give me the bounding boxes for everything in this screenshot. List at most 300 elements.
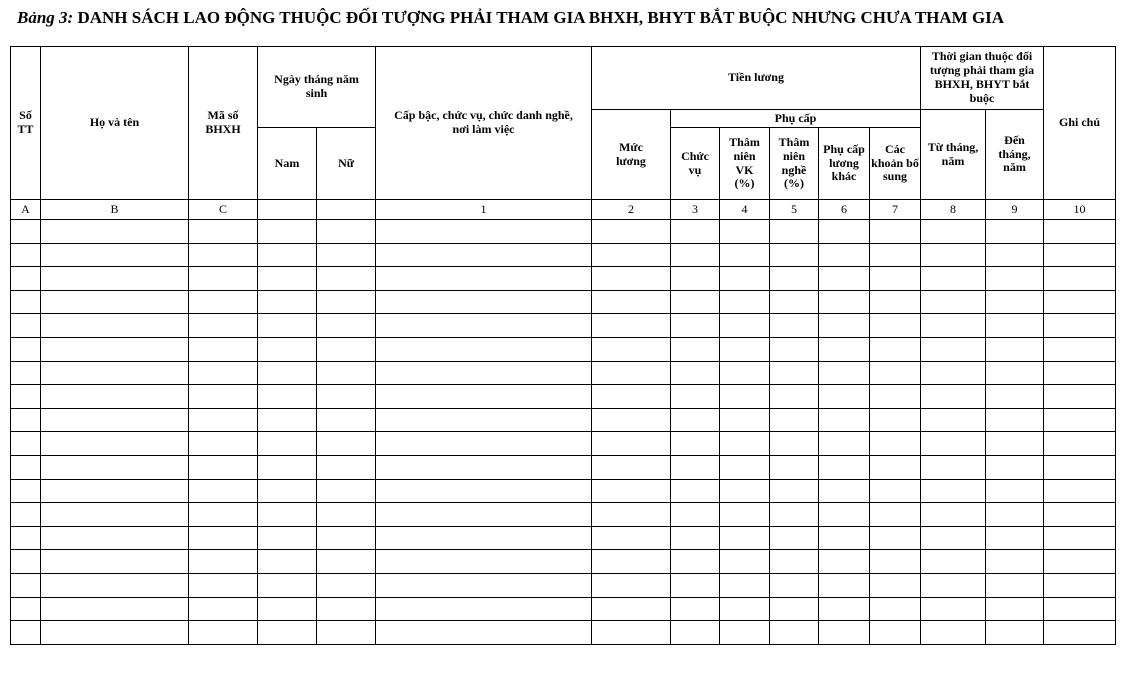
table-cell[interactable] xyxy=(770,526,819,550)
table-cell[interactable] xyxy=(1044,314,1116,338)
table-cell[interactable] xyxy=(770,455,819,479)
table-cell[interactable] xyxy=(770,220,819,244)
header-cac-khoan: Các khoản bổ sung xyxy=(870,128,921,200)
header-so-tt: Số TT xyxy=(11,47,41,200)
table-cell[interactable] xyxy=(41,385,189,409)
table-cell[interactable] xyxy=(317,243,376,267)
table-cell[interactable] xyxy=(189,267,258,291)
header-ma-so-bhxh: Mã số BHXH xyxy=(189,47,258,200)
table-cell[interactable] xyxy=(376,220,592,244)
table-cell[interactable] xyxy=(189,526,258,550)
table-cell[interactable] xyxy=(41,526,189,550)
table-cell[interactable] xyxy=(986,385,1044,409)
table-cell[interactable] xyxy=(41,503,189,527)
table-cell[interactable] xyxy=(376,314,592,338)
table-cell[interactable] xyxy=(11,526,41,550)
table-cell[interactable] xyxy=(870,361,921,385)
table-cell[interactable] xyxy=(870,432,921,456)
table-cell[interactable] xyxy=(317,597,376,621)
table-cell[interactable] xyxy=(921,290,986,314)
table-cell[interactable] xyxy=(819,621,870,645)
table-cell[interactable] xyxy=(986,621,1044,645)
table-cell[interactable] xyxy=(720,290,770,314)
table-cell[interactable] xyxy=(819,432,870,456)
table-cell[interactable] xyxy=(671,432,720,456)
table-cell[interactable] xyxy=(1044,290,1116,314)
table-cell[interactable] xyxy=(870,479,921,503)
table-cell[interactable] xyxy=(986,479,1044,503)
table-cell[interactable] xyxy=(986,526,1044,550)
table-cell[interactable] xyxy=(189,220,258,244)
table-cell[interactable] xyxy=(819,550,870,574)
table-cell[interactable] xyxy=(258,526,317,550)
table-cell[interactable] xyxy=(1044,385,1116,409)
table-cell[interactable] xyxy=(986,243,1044,267)
table-cell[interactable] xyxy=(671,573,720,597)
table-cell[interactable] xyxy=(1044,220,1116,244)
table-cell[interactable] xyxy=(671,526,720,550)
table-cell[interactable] xyxy=(986,503,1044,527)
table-cell[interactable] xyxy=(189,408,258,432)
table-cell[interactable] xyxy=(189,243,258,267)
table-cell[interactable] xyxy=(592,408,671,432)
table-cell[interactable] xyxy=(870,455,921,479)
labor-list-table xyxy=(10,46,1116,645)
table-cell[interactable] xyxy=(258,337,317,361)
table-cell[interactable] xyxy=(819,337,870,361)
table-cell[interactable] xyxy=(770,267,819,291)
table-cell[interactable] xyxy=(376,385,592,409)
table-cell[interactable] xyxy=(11,621,41,645)
table-cell[interactable] xyxy=(376,361,592,385)
table-cell[interactable] xyxy=(870,526,921,550)
table-cell[interactable] xyxy=(671,337,720,361)
index-cell: 8 xyxy=(921,200,986,220)
table-cell[interactable] xyxy=(720,455,770,479)
table-cell[interactable] xyxy=(1044,432,1116,456)
table-cell[interactable] xyxy=(770,597,819,621)
table-cell[interactable] xyxy=(258,479,317,503)
table-cell[interactable] xyxy=(258,550,317,574)
table-cell[interactable] xyxy=(1044,479,1116,503)
table-cell[interactable] xyxy=(592,290,671,314)
table-cell[interactable] xyxy=(11,408,41,432)
table-cell[interactable] xyxy=(921,597,986,621)
table-cell[interactable] xyxy=(819,597,870,621)
table-cell[interactable] xyxy=(317,455,376,479)
table-cell[interactable] xyxy=(41,455,189,479)
table-cell[interactable] xyxy=(258,432,317,456)
index-cell xyxy=(317,200,376,220)
table-cell[interactable] xyxy=(770,361,819,385)
table-cell[interactable] xyxy=(986,550,1044,574)
table-cell[interactable] xyxy=(189,455,258,479)
table-cell[interactable] xyxy=(1044,361,1116,385)
table-cell[interactable] xyxy=(921,361,986,385)
table-cell[interactable] xyxy=(770,479,819,503)
table-cell[interactable] xyxy=(770,337,819,361)
table-row xyxy=(11,550,1116,574)
table-cell[interactable] xyxy=(11,290,41,314)
table-cell[interactable] xyxy=(671,455,720,479)
table-cell[interactable] xyxy=(720,385,770,409)
table-cell[interactable] xyxy=(376,243,592,267)
table-cell[interactable] xyxy=(41,290,189,314)
table-cell[interactable] xyxy=(376,455,592,479)
table-cell[interactable] xyxy=(1044,455,1116,479)
table-row xyxy=(11,220,1116,244)
table-cell[interactable] xyxy=(986,290,1044,314)
table-cell[interactable] xyxy=(592,314,671,338)
table-cell[interactable] xyxy=(671,597,720,621)
table-cell[interactable] xyxy=(11,455,41,479)
table-cell[interactable] xyxy=(376,621,592,645)
table-cell[interactable] xyxy=(592,243,671,267)
table-cell[interactable] xyxy=(870,267,921,291)
table-cell[interactable] xyxy=(671,290,720,314)
index-cell xyxy=(258,200,317,220)
table-cell[interactable] xyxy=(870,408,921,432)
header-nam: Nam xyxy=(258,128,317,200)
header-phu-cap-khac: Phụ cấp lương khác xyxy=(819,128,870,200)
table-cell[interactable] xyxy=(41,573,189,597)
header-tien-luong: Tiền lương xyxy=(592,47,921,110)
table-cell[interactable] xyxy=(921,243,986,267)
table-cell[interactable] xyxy=(921,314,986,338)
table-cell[interactable] xyxy=(189,597,258,621)
table-cell[interactable] xyxy=(720,243,770,267)
table-cell[interactable] xyxy=(317,290,376,314)
table-cell[interactable] xyxy=(819,385,870,409)
table-cell[interactable] xyxy=(819,503,870,527)
table-cell[interactable] xyxy=(720,314,770,338)
table-cell[interactable] xyxy=(592,573,671,597)
table-cell[interactable] xyxy=(11,267,41,291)
table-cell[interactable] xyxy=(11,573,41,597)
index-cell: C xyxy=(189,200,258,220)
table-cell[interactable] xyxy=(870,314,921,338)
index-cell: 1 xyxy=(376,200,592,220)
table-cell[interactable] xyxy=(11,243,41,267)
table-cell[interactable] xyxy=(870,597,921,621)
table-cell[interactable] xyxy=(189,361,258,385)
table-cell[interactable] xyxy=(317,385,376,409)
table-cell[interactable] xyxy=(921,385,986,409)
table-cell[interactable] xyxy=(592,621,671,645)
table-cell[interactable] xyxy=(819,479,870,503)
table-cell[interactable] xyxy=(11,432,41,456)
table-cell[interactable] xyxy=(189,314,258,338)
table-cell[interactable] xyxy=(1044,550,1116,574)
table-cell[interactable] xyxy=(921,526,986,550)
table-cell[interactable] xyxy=(819,573,870,597)
table-cell[interactable] xyxy=(11,479,41,503)
table-cell[interactable] xyxy=(770,550,819,574)
table-cell[interactable] xyxy=(1044,243,1116,267)
table-cell[interactable] xyxy=(870,337,921,361)
table-cell[interactable] xyxy=(819,526,870,550)
table-cell[interactable] xyxy=(41,243,189,267)
table-cell[interactable] xyxy=(870,243,921,267)
table-cell[interactable] xyxy=(720,479,770,503)
table-cell[interactable] xyxy=(258,621,317,645)
table-cell[interactable] xyxy=(986,597,1044,621)
table-cell[interactable] xyxy=(592,526,671,550)
table-cell[interactable] xyxy=(41,432,189,456)
table-cell[interactable] xyxy=(41,550,189,574)
table-cell[interactable] xyxy=(819,290,870,314)
index-cell: 7 xyxy=(870,200,921,220)
table-cell[interactable] xyxy=(986,337,1044,361)
table-cell[interactable] xyxy=(986,220,1044,244)
table-cell[interactable] xyxy=(819,408,870,432)
index-cell: 9 xyxy=(986,200,1044,220)
table-cell[interactable] xyxy=(376,526,592,550)
table-cell[interactable] xyxy=(189,432,258,456)
table-cell[interactable] xyxy=(189,337,258,361)
table-cell[interactable] xyxy=(770,243,819,267)
table-cell[interactable] xyxy=(1044,597,1116,621)
table-cell[interactable] xyxy=(41,361,189,385)
table-cell[interactable] xyxy=(376,503,592,527)
table-cell[interactable] xyxy=(189,550,258,574)
table-cell[interactable] xyxy=(376,290,592,314)
table-cell[interactable] xyxy=(671,314,720,338)
table-cell[interactable] xyxy=(671,220,720,244)
table-cell[interactable] xyxy=(671,267,720,291)
index-cell: 5 xyxy=(770,200,819,220)
table-cell[interactable] xyxy=(11,503,41,527)
table-cell[interactable] xyxy=(258,314,317,338)
table-cell[interactable] xyxy=(819,361,870,385)
table-cell[interactable] xyxy=(720,408,770,432)
table-cell[interactable] xyxy=(819,314,870,338)
table-cell[interactable] xyxy=(189,621,258,645)
table-cell[interactable] xyxy=(921,479,986,503)
index-cell: B xyxy=(41,200,189,220)
table-cell[interactable] xyxy=(1044,621,1116,645)
table-cell[interactable] xyxy=(41,314,189,338)
table-cell[interactable] xyxy=(720,337,770,361)
table-cell[interactable] xyxy=(317,220,376,244)
table-cell[interactable] xyxy=(921,573,986,597)
table-cell[interactable] xyxy=(592,385,671,409)
table-cell[interactable] xyxy=(189,479,258,503)
table-cell[interactable] xyxy=(986,314,1044,338)
table-cell[interactable] xyxy=(870,385,921,409)
table-cell[interactable] xyxy=(317,503,376,527)
table-cell[interactable] xyxy=(770,290,819,314)
table-cell[interactable] xyxy=(1044,573,1116,597)
table-row xyxy=(11,621,1116,645)
table-cell[interactable] xyxy=(592,337,671,361)
table-cell[interactable] xyxy=(770,621,819,645)
table-cell[interactable] xyxy=(317,621,376,645)
table-cell[interactable] xyxy=(592,503,671,527)
index-cell: 4 xyxy=(720,200,770,220)
table-cell[interactable] xyxy=(921,408,986,432)
table-cell[interactable] xyxy=(376,337,592,361)
header-phu-cap: Phụ cấp xyxy=(671,110,921,128)
table-cell[interactable] xyxy=(819,267,870,291)
table-cell[interactable] xyxy=(720,526,770,550)
table-cell[interactable] xyxy=(11,314,41,338)
table-cell[interactable] xyxy=(189,573,258,597)
table-cell[interactable] xyxy=(720,267,770,291)
table-number: Bảng 3: xyxy=(17,8,74,27)
table-cell[interactable] xyxy=(819,455,870,479)
table-cell[interactable] xyxy=(986,573,1044,597)
table-cell[interactable] xyxy=(41,479,189,503)
table-cell[interactable] xyxy=(376,267,592,291)
table-cell[interactable] xyxy=(1044,267,1116,291)
table-cell[interactable] xyxy=(258,408,317,432)
table-row xyxy=(11,290,1116,314)
table-cell[interactable] xyxy=(258,243,317,267)
table-cell[interactable] xyxy=(770,385,819,409)
table-cell[interactable] xyxy=(258,385,317,409)
table-cell[interactable] xyxy=(720,361,770,385)
table-cell[interactable] xyxy=(986,267,1044,291)
table-cell[interactable] xyxy=(671,621,720,645)
table-cell[interactable] xyxy=(770,573,819,597)
table-cell[interactable] xyxy=(921,432,986,456)
table-cell[interactable] xyxy=(770,503,819,527)
table-cell[interactable] xyxy=(41,621,189,645)
table-cell[interactable] xyxy=(592,455,671,479)
table-cell[interactable] xyxy=(671,385,720,409)
table-cell[interactable] xyxy=(317,573,376,597)
table-cell[interactable] xyxy=(11,597,41,621)
table-row xyxy=(11,337,1116,361)
table-row xyxy=(11,503,1116,527)
table-cell[interactable] xyxy=(921,220,986,244)
table-cell[interactable] xyxy=(720,597,770,621)
table-cell[interactable] xyxy=(592,267,671,291)
table-cell[interactable] xyxy=(671,550,720,574)
table-cell[interactable] xyxy=(986,408,1044,432)
table-cell[interactable] xyxy=(592,550,671,574)
table-row xyxy=(11,385,1116,409)
table-cell[interactable] xyxy=(770,314,819,338)
table-cell[interactable] xyxy=(720,503,770,527)
table-cell[interactable] xyxy=(671,503,720,527)
table-cell[interactable] xyxy=(671,361,720,385)
table-cell[interactable] xyxy=(720,573,770,597)
table-cell[interactable] xyxy=(592,432,671,456)
table-cell[interactable] xyxy=(870,621,921,645)
table-cell[interactable] xyxy=(41,408,189,432)
table-cell[interactable] xyxy=(317,314,376,338)
table-cell[interactable] xyxy=(870,290,921,314)
header-den-thang: Đến tháng, năm xyxy=(986,110,1044,200)
table-cell[interactable] xyxy=(921,503,986,527)
table-cell[interactable] xyxy=(720,621,770,645)
header-tu-thang: Từ tháng, năm xyxy=(921,110,986,200)
table-cell[interactable] xyxy=(671,243,720,267)
table-cell[interactable] xyxy=(592,479,671,503)
table-cell[interactable] xyxy=(720,432,770,456)
table-cell[interactable] xyxy=(921,267,986,291)
table-cell[interactable] xyxy=(258,220,317,244)
table-cell[interactable] xyxy=(317,432,376,456)
table-cell[interactable] xyxy=(258,361,317,385)
table-cell[interactable] xyxy=(1044,337,1116,361)
table-cell[interactable] xyxy=(592,220,671,244)
table-cell[interactable] xyxy=(870,503,921,527)
table-cell[interactable] xyxy=(317,408,376,432)
table-cell[interactable] xyxy=(189,290,258,314)
table-cell[interactable] xyxy=(1044,503,1116,527)
table-cell[interactable] xyxy=(870,550,921,574)
table-cell[interactable] xyxy=(376,597,592,621)
table-cell[interactable] xyxy=(376,432,592,456)
table-cell[interactable] xyxy=(11,220,41,244)
table-cell[interactable] xyxy=(11,361,41,385)
table-cell[interactable] xyxy=(376,479,592,503)
table-cell[interactable] xyxy=(1044,526,1116,550)
table-cell[interactable] xyxy=(376,408,592,432)
table-cell[interactable] xyxy=(317,550,376,574)
table-cell[interactable] xyxy=(376,573,592,597)
table-row xyxy=(11,243,1116,267)
table-cell[interactable] xyxy=(1044,408,1116,432)
table-cell[interactable] xyxy=(720,220,770,244)
table-cell[interactable] xyxy=(671,479,720,503)
table-cell[interactable] xyxy=(986,432,1044,456)
table-cell[interactable] xyxy=(592,597,671,621)
table-cell[interactable] xyxy=(720,550,770,574)
table-row xyxy=(11,479,1116,503)
table-cell[interactable] xyxy=(258,455,317,479)
table-cell[interactable] xyxy=(189,385,258,409)
table-cell[interactable] xyxy=(870,220,921,244)
table-cell[interactable] xyxy=(921,621,986,645)
table-cell[interactable] xyxy=(819,243,870,267)
table-cell[interactable] xyxy=(258,290,317,314)
table-cell[interactable] xyxy=(921,550,986,574)
table-cell[interactable] xyxy=(986,455,1044,479)
table-cell[interactable] xyxy=(11,550,41,574)
table-cell[interactable] xyxy=(921,455,986,479)
table-cell[interactable] xyxy=(376,550,592,574)
table-cell[interactable] xyxy=(41,220,189,244)
table-cell[interactable] xyxy=(41,597,189,621)
table-cell[interactable] xyxy=(819,220,870,244)
table-cell[interactable] xyxy=(189,503,258,527)
table-cell[interactable] xyxy=(592,361,671,385)
table-cell[interactable] xyxy=(11,337,41,361)
table-cell[interactable] xyxy=(317,337,376,361)
table-cell[interactable] xyxy=(11,385,41,409)
table-cell[interactable] xyxy=(258,503,317,527)
table-cell[interactable] xyxy=(258,597,317,621)
table-cell[interactable] xyxy=(870,573,921,597)
table-cell[interactable] xyxy=(41,337,189,361)
table-cell[interactable] xyxy=(770,432,819,456)
table-cell[interactable] xyxy=(986,361,1044,385)
table-cell[interactable] xyxy=(671,408,720,432)
table-cell[interactable] xyxy=(317,361,376,385)
table-cell[interactable] xyxy=(317,479,376,503)
table-cell[interactable] xyxy=(317,526,376,550)
table-cell[interactable] xyxy=(41,267,189,291)
table-cell[interactable] xyxy=(317,267,376,291)
table-cell[interactable] xyxy=(921,337,986,361)
table-cell[interactable] xyxy=(258,267,317,291)
table-cell[interactable] xyxy=(770,408,819,432)
table-cell[interactable] xyxy=(258,573,317,597)
